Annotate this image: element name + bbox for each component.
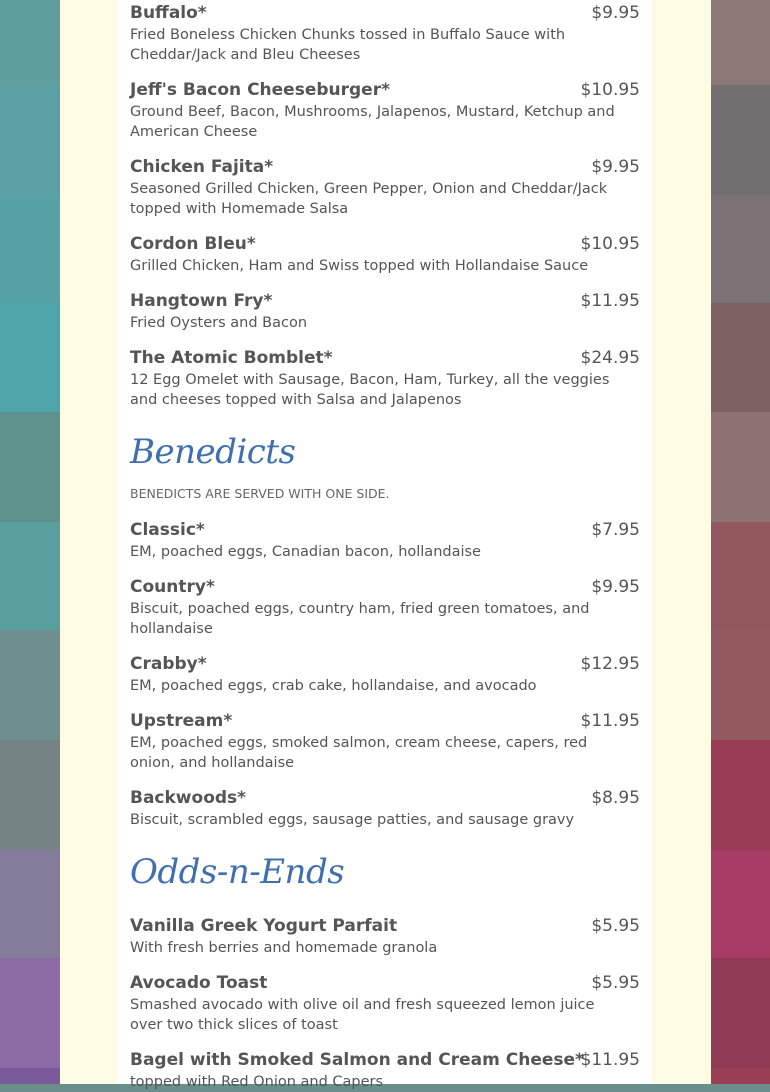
item-price: $9.95	[591, 577, 640, 597]
tile	[0, 195, 60, 303]
menu-item	[130, 291, 640, 333]
tile	[711, 740, 770, 850]
item-price: $9.95	[591, 3, 640, 23]
menu-item	[130, 711, 640, 773]
item-description: EM, poached eggs, Canadian bacon, hollandaise	[130, 544, 481, 560]
item-description: Smashed avocado with olive oil and fresh squeezed lemon juice over two thick slices of toast	[130, 997, 595, 1033]
item-name: Jeff's Bacon Cheeseburger*	[130, 80, 390, 100]
item-name: Classic*	[130, 520, 205, 540]
menu-item	[130, 916, 640, 958]
item-price: $10.95	[580, 80, 640, 100]
item-price: $11.95	[580, 1050, 640, 1070]
item-price: $24.95	[580, 348, 640, 368]
item-description: EM, poached eggs, crab cake, hollandaise, and avocado	[130, 678, 537, 694]
tile	[0, 958, 60, 1068]
menu-item	[130, 80, 640, 142]
item-name: Backwoods*	[130, 788, 247, 808]
tile	[711, 850, 770, 958]
tile	[711, 85, 770, 195]
tile	[711, 195, 770, 303]
tile	[711, 0, 770, 85]
item-price: $10.95	[580, 234, 640, 254]
item-description: Grilled Chicken, Ham and Swiss topped with Hollandaise Sauce	[130, 258, 589, 274]
item-price: $5.95	[591, 973, 640, 993]
item-price: $7.95	[591, 520, 640, 540]
item-description: With fresh berries and homemade granola	[130, 940, 438, 956]
cream-border-right	[652, 0, 711, 1084]
item-price: $8.95	[591, 788, 640, 808]
item-name: Crabby*	[130, 654, 207, 674]
item-name: Bagel with Smoked Salmon and Cream Cheese*	[130, 1050, 584, 1070]
item-description: Biscuit, poached eggs, country ham, fried green tomatoes, and hollandaise	[130, 601, 590, 637]
item-name: Vanilla Greek Yogurt Parfait	[130, 916, 398, 936]
item-description: Fried Boneless Chicken Chunks tossed in Buffalo Sauce with Cheddar/Jack and Bleu Cheeses	[130, 27, 566, 63]
menu-item	[130, 520, 640, 562]
tile	[0, 0, 60, 85]
item-description: 12 Egg Omelet with Sausage, Bacon, Ham, Turkey, all the veggies and cheeses topped with Salsa and Jalapenos	[130, 372, 610, 408]
tile	[0, 1068, 60, 1084]
tile	[0, 850, 60, 958]
tile	[711, 1068, 770, 1084]
tile	[0, 303, 60, 412]
menu-item	[130, 3, 640, 65]
item-description: Biscuit, scrambled eggs, sausage patties, and sausage gravy	[130, 812, 575, 828]
menu-item	[130, 157, 640, 219]
item-name: Cordon Bleu*	[130, 234, 256, 254]
item-name: Buffalo*	[130, 3, 207, 23]
item-name: Hangtown Fry*	[130, 291, 273, 311]
menu-item	[130, 348, 640, 410]
left-color-tiles	[0, 0, 60, 1084]
item-name: Upstream*	[130, 711, 233, 731]
menu-item	[130, 1050, 640, 1092]
item-price: $11.95	[580, 711, 640, 731]
menu-item	[130, 973, 640, 1035]
tile	[711, 630, 770, 740]
tile	[711, 958, 770, 1068]
item-description: Seasoned Grilled Chicken, Green Pepper, Onion and Cheddar/Jack topped with Homemade Salsa	[130, 181, 608, 217]
section-title-odds-n-ends: Odds-n-Ends	[130, 852, 345, 892]
menu-item	[130, 654, 640, 696]
section-note: BENEDICTS ARE SERVED WITH ONE SIDE.	[130, 486, 390, 501]
item-description: EM, poached eggs, smoked salmon, cream cheese, capers, red onion, and hollandaise	[130, 735, 588, 771]
tile	[0, 740, 60, 850]
item-price: $5.95	[591, 916, 640, 936]
tile	[711, 522, 770, 630]
item-price: $9.95	[591, 157, 640, 177]
tile	[0, 522, 60, 630]
item-description: topped with Red Onion and Capers	[130, 1074, 384, 1090]
tile	[0, 412, 60, 522]
cream-border-left	[60, 0, 117, 1084]
section-title-benedicts: Benedicts	[130, 432, 296, 472]
menu-item	[130, 577, 640, 639]
item-name: Avocado Toast	[130, 973, 268, 993]
item-price: $12.95	[580, 654, 640, 674]
menu-item	[130, 234, 640, 276]
menu-item	[130, 788, 640, 830]
item-description: Ground Beef, Bacon, Mushrooms, Jalapenos, Mustard, Ketchup and American Cheese	[130, 104, 615, 140]
tile	[0, 630, 60, 740]
item-name: The Atomic Bomblet*	[130, 348, 333, 368]
item-description: Fried Oysters and Bacon	[130, 315, 308, 331]
item-name: Country*	[130, 577, 215, 597]
tile	[0, 85, 60, 195]
tile	[711, 303, 770, 412]
right-color-tiles	[711, 0, 770, 1084]
item-price: $11.95	[580, 291, 640, 311]
tile	[711, 412, 770, 522]
item-name: Chicken Fajita*	[130, 157, 274, 177]
